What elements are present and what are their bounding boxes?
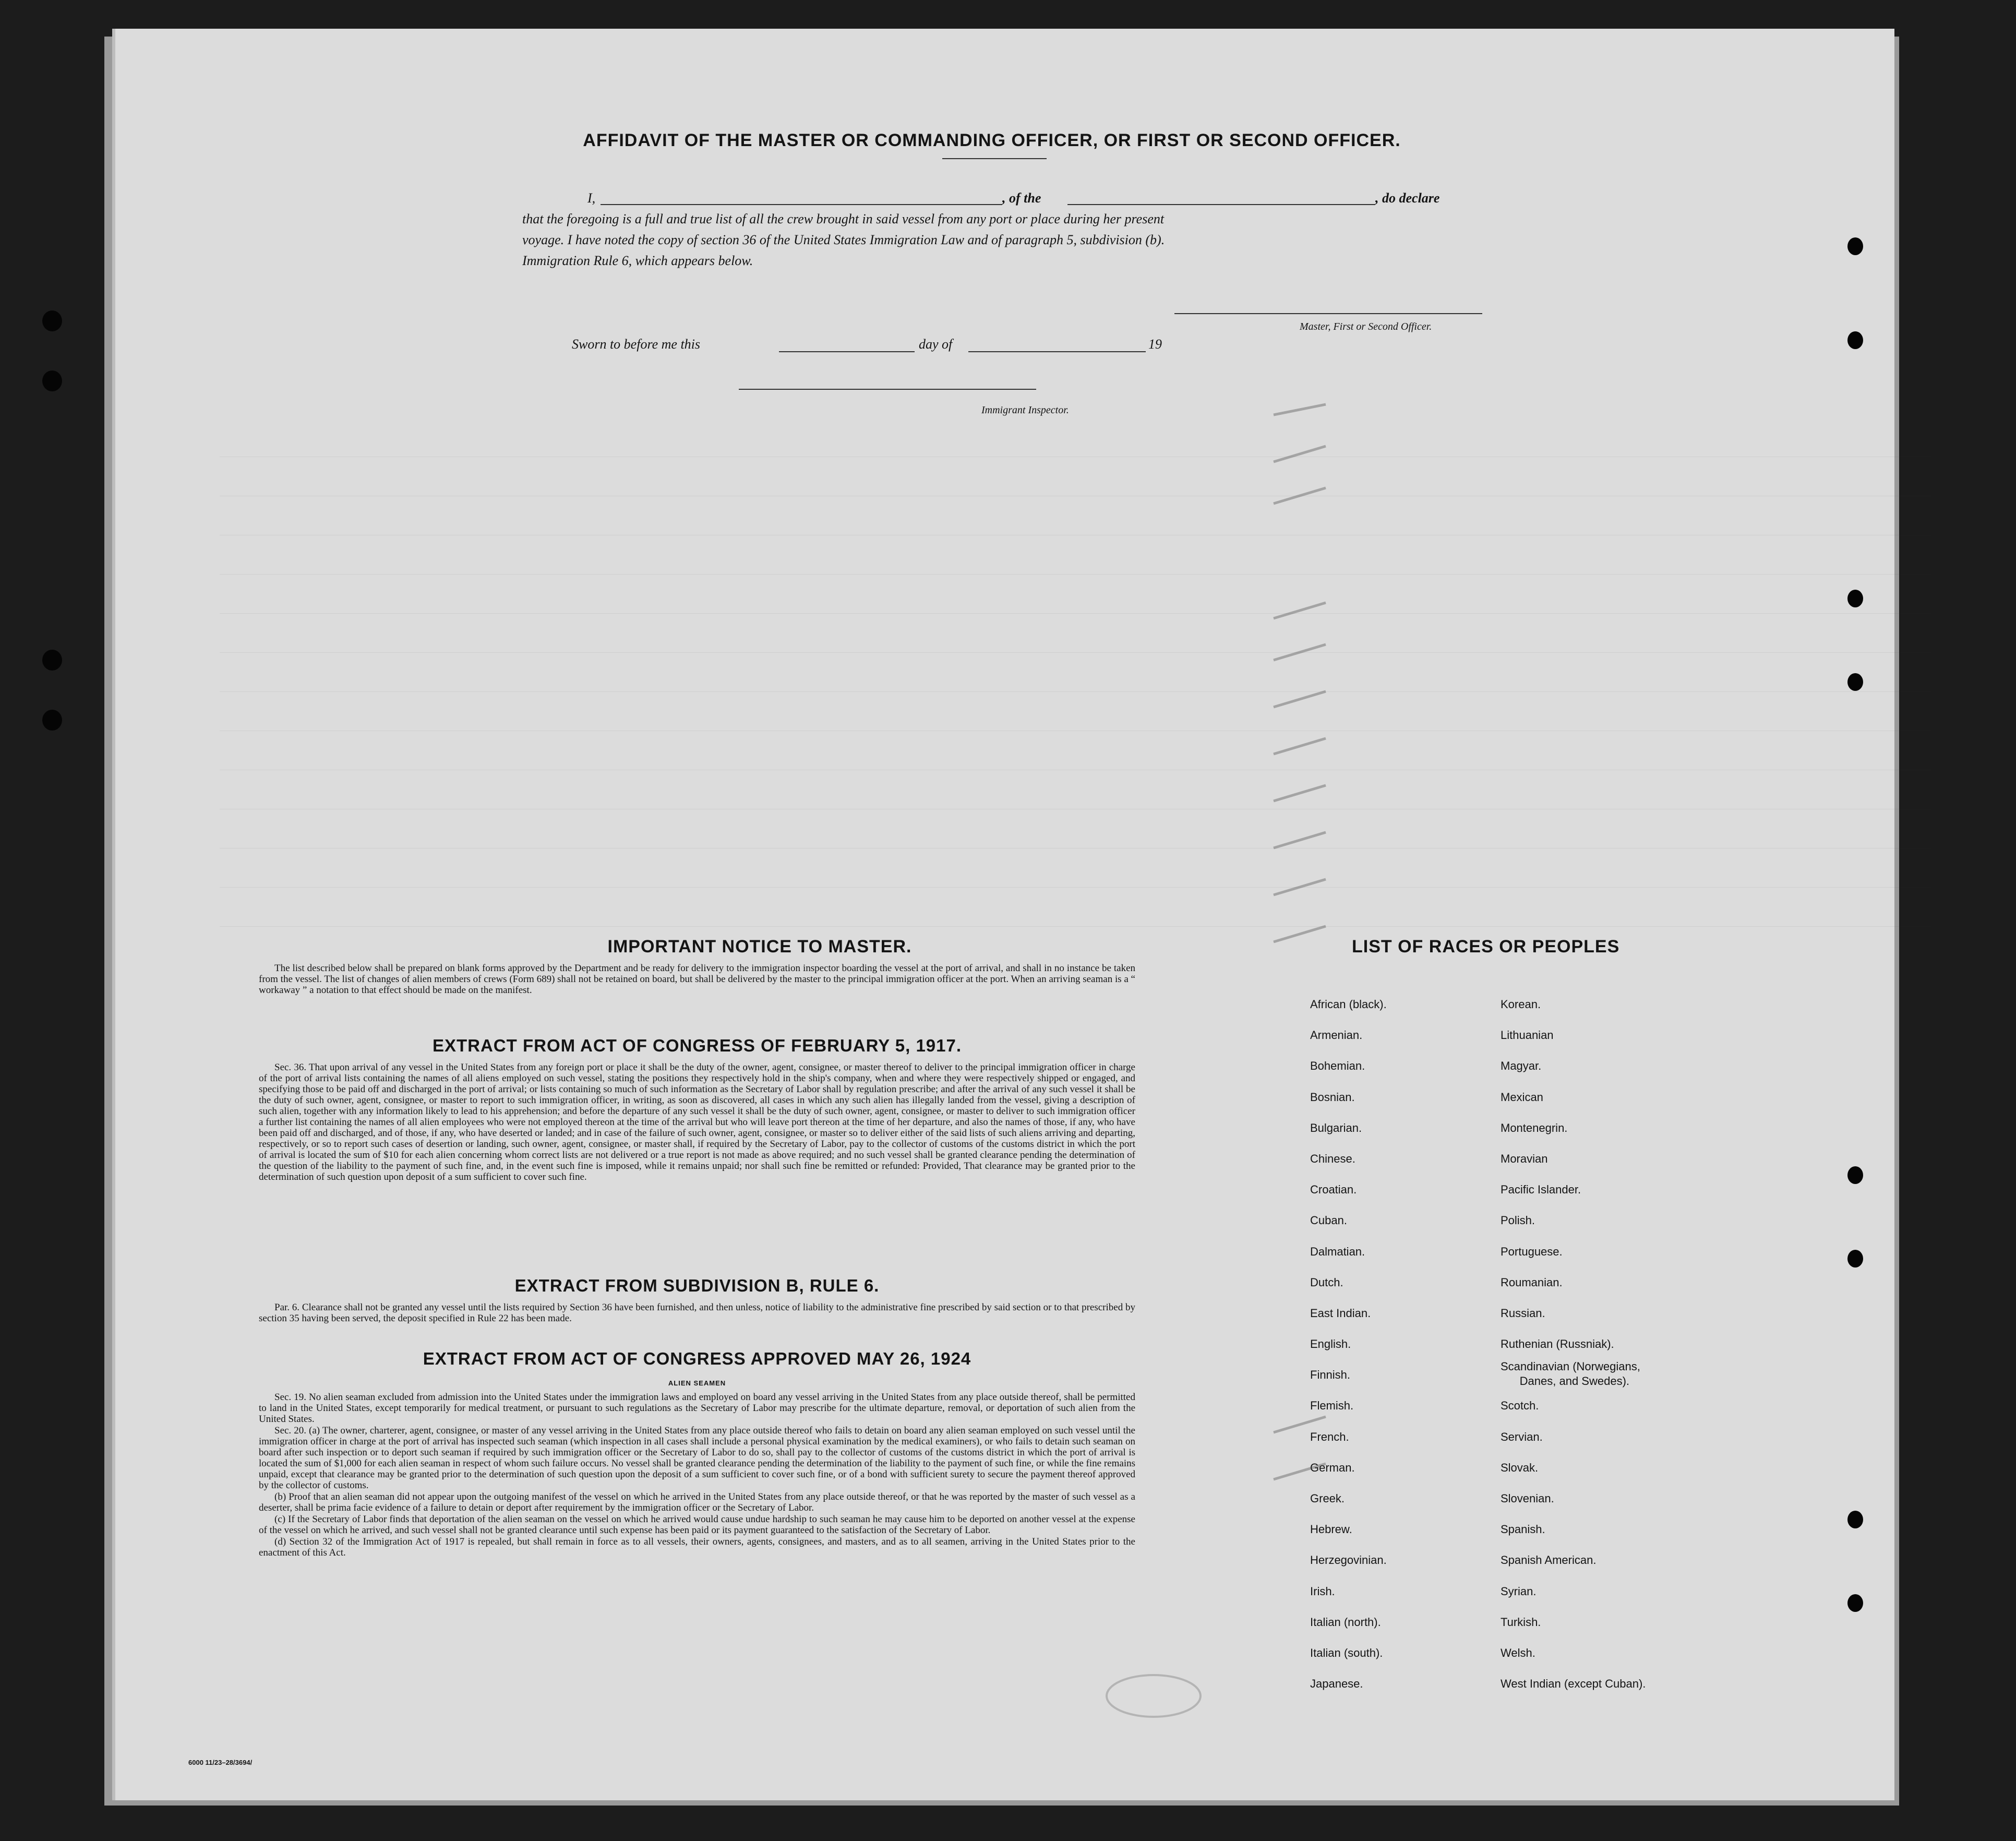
faint-pencil-circle	[1096, 1665, 1211, 1727]
binder-hole	[42, 650, 62, 671]
race-item: Ruthenian (Russniak).	[1501, 1337, 1614, 1351]
extract3-paragraph: (d) Section 32 of the Immigration Act of 1917 is repealed, but shall remain in force as to all vessels, their owners, agents, consignees, and masters, and as to all seamen, arriving in the United States prior to the enactment of this Act.	[259, 1536, 1135, 1558]
race-item: English.	[1310, 1337, 1351, 1351]
extract1-paragraph: Sec. 36. That upon arrival of any vessel in the United States from any foreign port or place it shall be the duty of the owner, agent, consignee, or master thereof to deliver to the principal immigration officer in charge of the port of arrival lists containing the names of all aliens employed on such vessel, stating the positions they respectively hold in the ship's company, when and where they were respectively shipped or engaged, and specifying those to be paid off and discharged in the port of arrival; or lists containing so much of such information as the Secretary of Labor shall by regulation prescribe; and after the arrival of any such vessel it shall be the duty of such owner, agent, consignee, or master to report to such immigration officer, in writing, as soon as discovered, all cases in which any such alien has illegally landed from the vessel, giving a description of such alien, together with any information likely to lead to his apprehension; and before the departure of any such vessel it shall be the duty of such owner, agent, consignee, or master to deliver to such immigration officer a further list containing the names of all alien employees who were not employed thereon at the time of the arrival but who will leave port thereon at the time of her departure, and also the names of those, if any, who have been paid off and discharged, and of those, if any, who have deserted or landed; and in case of the failure of such owner, agent, consignee, or master so to deliver either of the said lists of such aliens arriving and departing, respectively, or so to report such cases of desertion or landing, such owner, agent, consignee, or master shall, if required by the Secretary of Labor, pay to the collector of customs of the customs district in which the port of arrival is located the sum of $10 for each alien concerning whom correct lists are not delivered or a true report is not made as above required; and no such vessel shall be granted clearance pending the determination of the question of the liability to the payment of such fine, and, in the event such fine is imposed, while it remains unpaid; nor shall such fine be remitted or refunded: Provided, That clearance may be granted prior to the determination of such question upon deposit of a sum sufficient to cover such fine.	[259, 1062, 1135, 1182]
race-item: Italian (south).	[1310, 1646, 1383, 1659]
extract1-title: EXTRACT FROM ACT OF CONGRESS OF FEBRUARY 5, 1917.	[432, 1036, 962, 1055]
race-item: Slovenian.	[1501, 1492, 1554, 1505]
binder-hole	[1847, 1594, 1863, 1612]
race-item: Japanese.	[1310, 1677, 1363, 1691]
race-item: Mexican	[1501, 1090, 1543, 1104]
race-item: Scandinavian (Norwegians, Danes, and Swedes).	[1501, 1360, 1640, 1388]
extract3-subtitle: ALIEN SEAMEN	[668, 1379, 726, 1387]
race-item: Magyar.	[1501, 1059, 1542, 1073]
title-underline	[942, 158, 1047, 159]
race-item: Irish.	[1310, 1584, 1335, 1598]
extract2-text	[259, 1302, 1135, 1324]
race-item: Servian.	[1501, 1430, 1543, 1443]
race-item: African (black).	[1310, 998, 1387, 1011]
race-item: Scotch.	[1501, 1399, 1539, 1413]
extract2-paragraph: Par. 6. Clearance shall not be granted any vessel until the lists required by Section 36 have been furnished, and then unless, notice of liability to the administrative fine prescribed by said section or to that prescribed by section 35 having been served, the deposit specified in Rule 22 has been made.	[259, 1302, 1135, 1324]
pencil-tick-marks	[1263, 394, 1347, 1620]
inspector-signature-line	[739, 389, 1036, 390]
race-item: Cuban.	[1310, 1214, 1347, 1227]
affidavit-i: I,	[587, 190, 596, 206]
binder-hole	[42, 370, 62, 391]
form-code: 6000 11/23–28/3694/	[188, 1759, 253, 1766]
race-item: Welsh.	[1501, 1646, 1535, 1659]
binder-hole	[1847, 1250, 1863, 1268]
sworn-text: Sworn to before me this	[572, 337, 701, 352]
race-item: Lithuanian	[1501, 1029, 1554, 1042]
affidavit-do-declare: , do declare	[1375, 190, 1440, 206]
race-item: Bosnian.	[1310, 1090, 1355, 1104]
race-item: Slovak.	[1501, 1461, 1539, 1474]
race-item: French.	[1310, 1430, 1349, 1443]
sworn-day-blank	[779, 351, 915, 352]
inspector-label: Immigrant Inspector.	[981, 404, 1069, 416]
race-item: West Indian (except Cuban).	[1501, 1677, 1646, 1691]
month-blank	[968, 351, 1146, 352]
race-item: Hebrew.	[1310, 1523, 1352, 1536]
extract2-title: EXTRACT FROM SUBDIVISION B, RULE 6.	[514, 1276, 880, 1295]
race-item: Moravian	[1501, 1152, 1548, 1165]
notice-paragraph: The list described below shall be prepared on blank forms approved by the Department and be ready for delivery to the immigration inspector boarding the vessel at the port of arrival, and shall in no instance be taken from the vessel. The list of changes of alien members of crews (Form 689) shall not be retained on board, but shall be delivered by the master to the principal immigration officer at the port. When an arriving seaman is a “ workaway ” a notation to that effect should be made on the manifest.	[259, 963, 1135, 996]
race-item: Portuguese.	[1501, 1245, 1563, 1258]
race-item: Dalmatian.	[1310, 1245, 1365, 1258]
extract3-paragraph: (c) If the Secretary of Labor finds that deportation of the alien seaman on the vessel on which he arrived would cause undue hardship to such seaman he may cause him to be deported on another vessel at the expense of the vessel on which he arrived, and such vessel shall not be granted clearance until such expense has been paid or its payment guaranteed to the satisfaction of the Secretary of Labor.	[259, 1514, 1135, 1536]
race-item: Turkish.	[1501, 1615, 1541, 1629]
affidavit-line2: voyage. I have noted the copy of section 36 of the United States Immigration Law and of paragraph 5, subdivision (b).	[522, 232, 1165, 247]
extract3-title: EXTRACT FROM ACT OF CONGRESS APPROVED MAY 26, 1924	[423, 1349, 971, 1368]
binder-hole	[42, 710, 62, 731]
race-item: Montenegrin.	[1501, 1121, 1568, 1134]
binder-hole	[1847, 331, 1863, 349]
affidavit-of-the: , of the	[1002, 190, 1041, 206]
notice-text	[259, 963, 1135, 996]
race-item: Croatian.	[1310, 1183, 1357, 1197]
race-item: Russian.	[1501, 1306, 1545, 1320]
race-item: Greek.	[1310, 1492, 1345, 1505]
name-blank	[601, 204, 1002, 205]
vessel-blank	[1067, 204, 1375, 205]
race-item: Syrian.	[1501, 1584, 1537, 1598]
race-item: Bulgarian.	[1310, 1121, 1362, 1134]
extract3-paragraph: Sec. 20. (a) The owner, charterer, agent, consignee, or master of any vessel arriving in the United States from any place outside thereof who fails to detain on board any alien seaman employed on such vessel until the immigration officer in charge at the port of arrival has inspected such seaman (which inspection in all cases shall include a personal physical examination by the medical examiners), or who fails to detain such seaman on board after such inspection or to deport such seaman if required by such immigration officer or the Secretary of Labor to do so, shall pay to the collector of customs of the customs district in which the port of arrival is located the sum of $1,000 for each alien seaman in respect of whom such failure occurs. No vessel shall be granted clearance pending the determination of the liability to the payment of such fine, or while the fine remains unpaid, except that clearance may be granted prior to the determination of such question upon the deposit of a sum sufficient to cover such fine, or of a bond with sufficient surety to secure the payment thereof approved by the collector of customs.	[259, 1425, 1135, 1491]
notice-title: IMPORTANT NOTICE TO MASTER.	[607, 937, 912, 957]
race-item: Italian (north).	[1310, 1615, 1381, 1629]
extract3-paragraph: Sec. 19. No alien seaman excluded from admission into the United States under the immigration laws and employed on board any vessel arriving in the United States from any place outside thereof, shall be permitted to land in the United States, except temporarily for medical treatment, or pursuant to such regulations as the Secretary of Labor may prescribe for the ultimate departure, removal, or deportation of such alien from the United States.	[259, 1392, 1135, 1425]
race-item: Roumanian.	[1501, 1275, 1563, 1289]
race-item: Spanish.	[1501, 1523, 1545, 1536]
race-item: Armenian.	[1310, 1029, 1363, 1042]
race-item: Korean.	[1501, 998, 1541, 1011]
race-item: Spanish American.	[1501, 1553, 1597, 1567]
race-item: Dutch.	[1310, 1275, 1343, 1289]
binder-hole	[42, 310, 62, 331]
document-page	[112, 29, 1894, 1800]
day-of-text: day of	[919, 337, 953, 352]
race-item: Bohemian.	[1310, 1059, 1365, 1073]
binder-hole	[1847, 1511, 1863, 1528]
extract1-text	[259, 1062, 1135, 1183]
master-label: Master, First or Second Officer.	[1300, 321, 1432, 332]
affidavit-title: AFFIDAVIT OF THE MASTER OR COMMANDING OFFICER, OR FIRST OR SECOND OFFICER.	[583, 130, 1401, 150]
master-signature-line	[1174, 313, 1482, 314]
race-item: Pacific Islander.	[1501, 1183, 1581, 1197]
affidavit-line1: that the foregoing is a full and true list of all the crew brought in said vessel from any port or place during her present	[522, 211, 1165, 226]
race-item: East Indian.	[1310, 1306, 1371, 1320]
extract3-text	[259, 1392, 1135, 1559]
race-item: Herzegovinian.	[1310, 1553, 1387, 1567]
year-19: 19	[1148, 337, 1162, 352]
races-title: LIST OF RACES OR PEOPLES	[1352, 937, 1620, 957]
extract3-paragraph: (b) Proof that an alien seaman did not appear upon the outgoing manifest of the vessel on which he arrived in the United States from any place outside thereof, or that he was reported by the master of such vessel as a deserter, shall be prima facie evidence of a failure to detain or deport after requirement by the immigration officer or the Secretary of Labor.	[259, 1491, 1135, 1513]
races-right-column	[1501, 989, 1845, 1699]
race-item: German.	[1310, 1461, 1355, 1474]
race-item: Polish.	[1501, 1214, 1535, 1227]
affidavit-line3: Immigration Rule 6, which appears below.	[522, 253, 753, 268]
race-item: Finnish.	[1310, 1368, 1351, 1382]
race-item: Chinese.	[1310, 1152, 1355, 1165]
race-item: Flemish.	[1310, 1399, 1354, 1413]
binder-hole	[1847, 1166, 1863, 1184]
binder-hole	[1847, 237, 1863, 255]
